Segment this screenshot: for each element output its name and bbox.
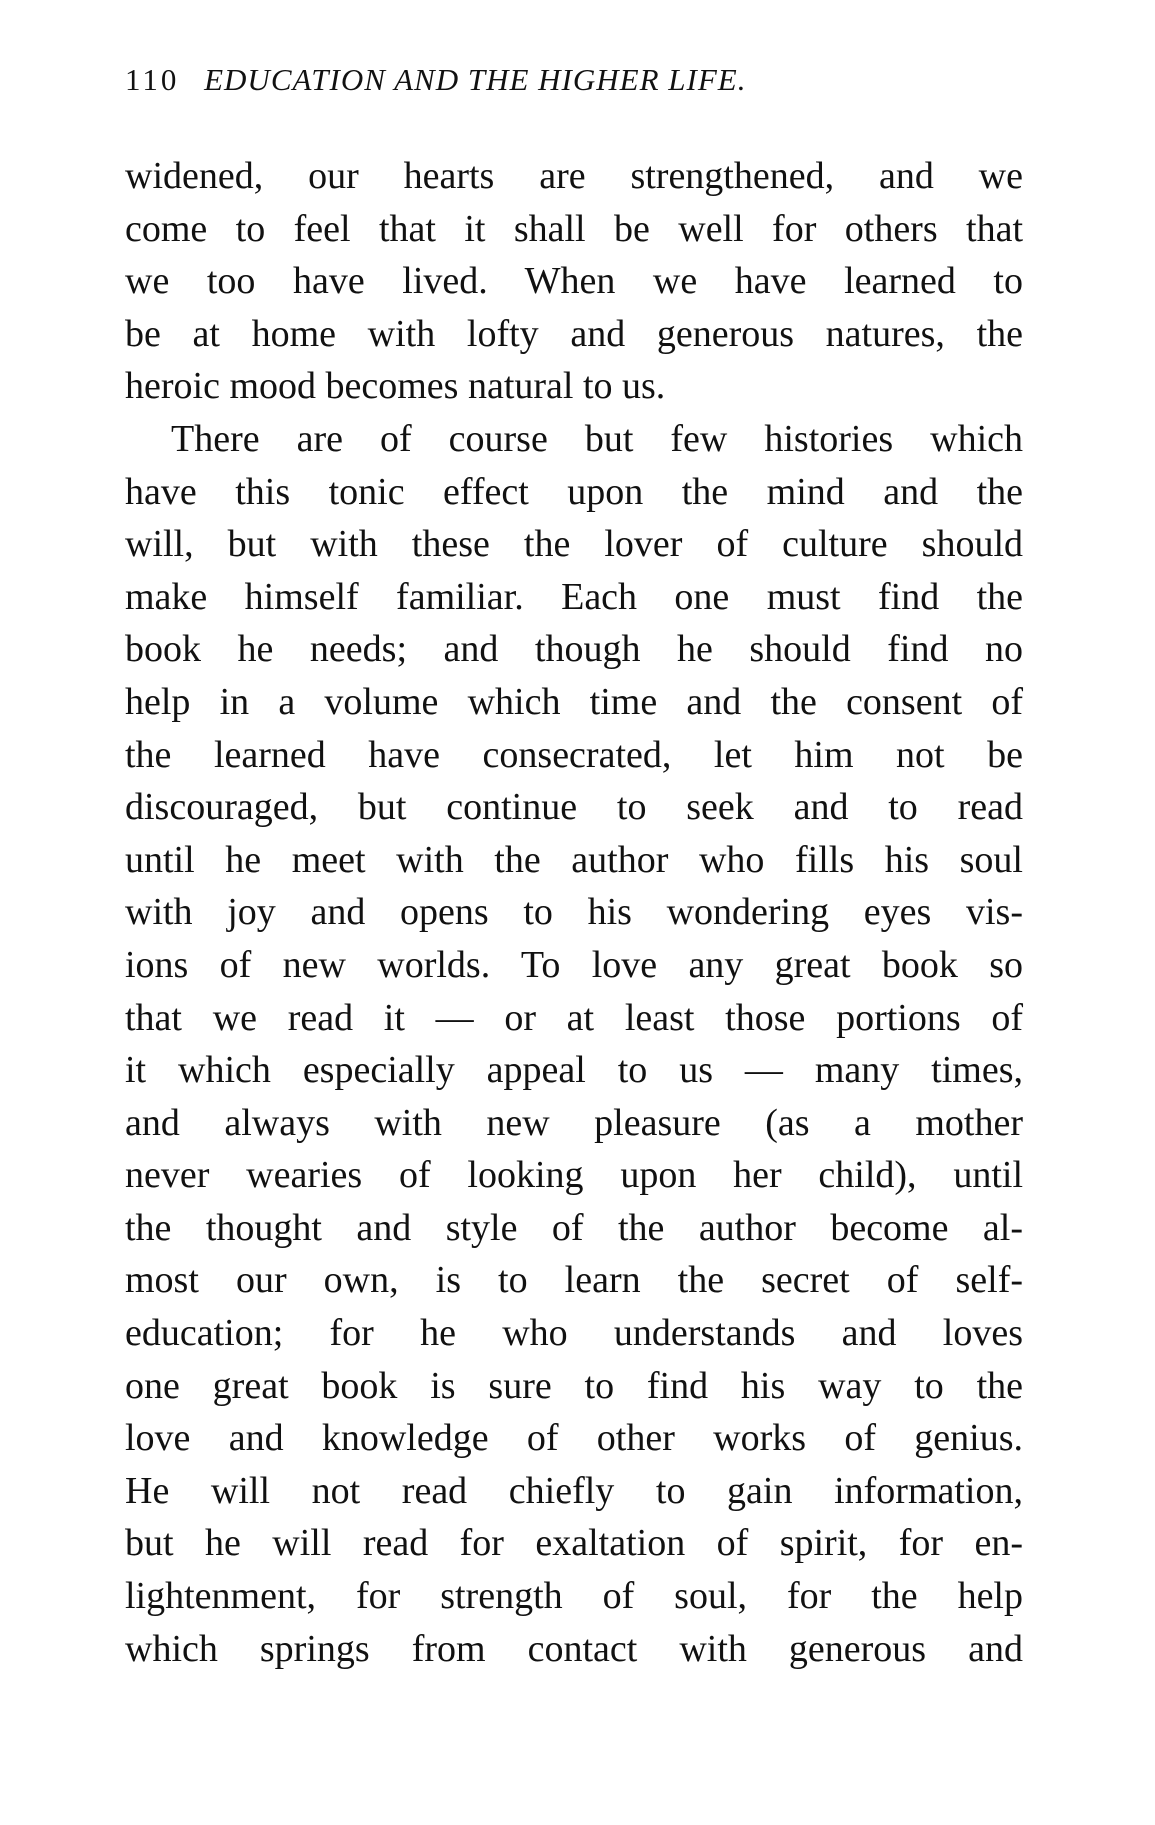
text-line: never wearies of looking upon her child), until [125,1154,1023,1197]
text-line: it which especially appeal to us — many times, [125,1049,1023,1092]
text-line: ions of new worlds. To love any great book so [125,943,1023,986]
page-number: 110 [125,62,180,97]
text-line: the learned have consecrated, let him not be [125,733,1023,776]
text-line: most our own, is to learn the secret of self- [125,1259,1023,1302]
text-line: education; for he who understands and loves [125,1312,1023,1355]
text-line: one great book is sure to find his way to the [125,1364,1023,1407]
text-line: that we read it — or at least those portions of [125,996,1023,1039]
text-line: the thought and style of the author become al- [125,1206,1023,1249]
text-line: There are of course but few histories which [171,417,1023,460]
text-line: come to feel that it shall be well for others that [125,207,1023,250]
text-line: and always with new pleasure (as a mother [125,1101,1023,1144]
text-line: will, but with these the lover of culture should [125,523,1023,566]
text-line: book he needs; and though he should find no [125,628,1023,671]
text-line: until he meet with the author who fills his soul [125,838,1023,881]
running-title: EDUCATION AND THE HIGHER LIFE. [204,62,747,97]
text-line: but he will read for exaltation of spirit, for en- [125,1522,1023,1565]
paragraph [125,413,1023,1675]
text-line: lightenment, for strength of soul, for the help [125,1575,1023,1618]
text-line: be at home with lofty and generous natures, the [125,312,1023,355]
text-line: make himself familiar. Each one must find the [125,575,1023,618]
page-body [125,150,1023,1675]
text-line: which springs from contact with generous and [125,1627,1023,1670]
text-line: discouraged, but continue to seek and to read [125,786,1023,829]
text-line: love and knowledge of other works of genius. [125,1417,1023,1460]
paragraph [125,150,1023,413]
text-line: with joy and opens to his wondering eyes vis- [125,891,1023,934]
text-line: have this tonic effect upon the mind and the [125,470,1023,513]
text-line: heroic mood becomes natural to us. [125,365,666,408]
text-line: help in a volume which time and the consent of [125,680,1023,723]
running-header [125,62,955,98]
text-line: widened, our hearts are strengthened, and we [125,155,1023,197]
text-line: He will not read chiefly to gain information, [125,1469,1023,1512]
text-line: we too have lived. When we have learned to [125,260,1023,303]
